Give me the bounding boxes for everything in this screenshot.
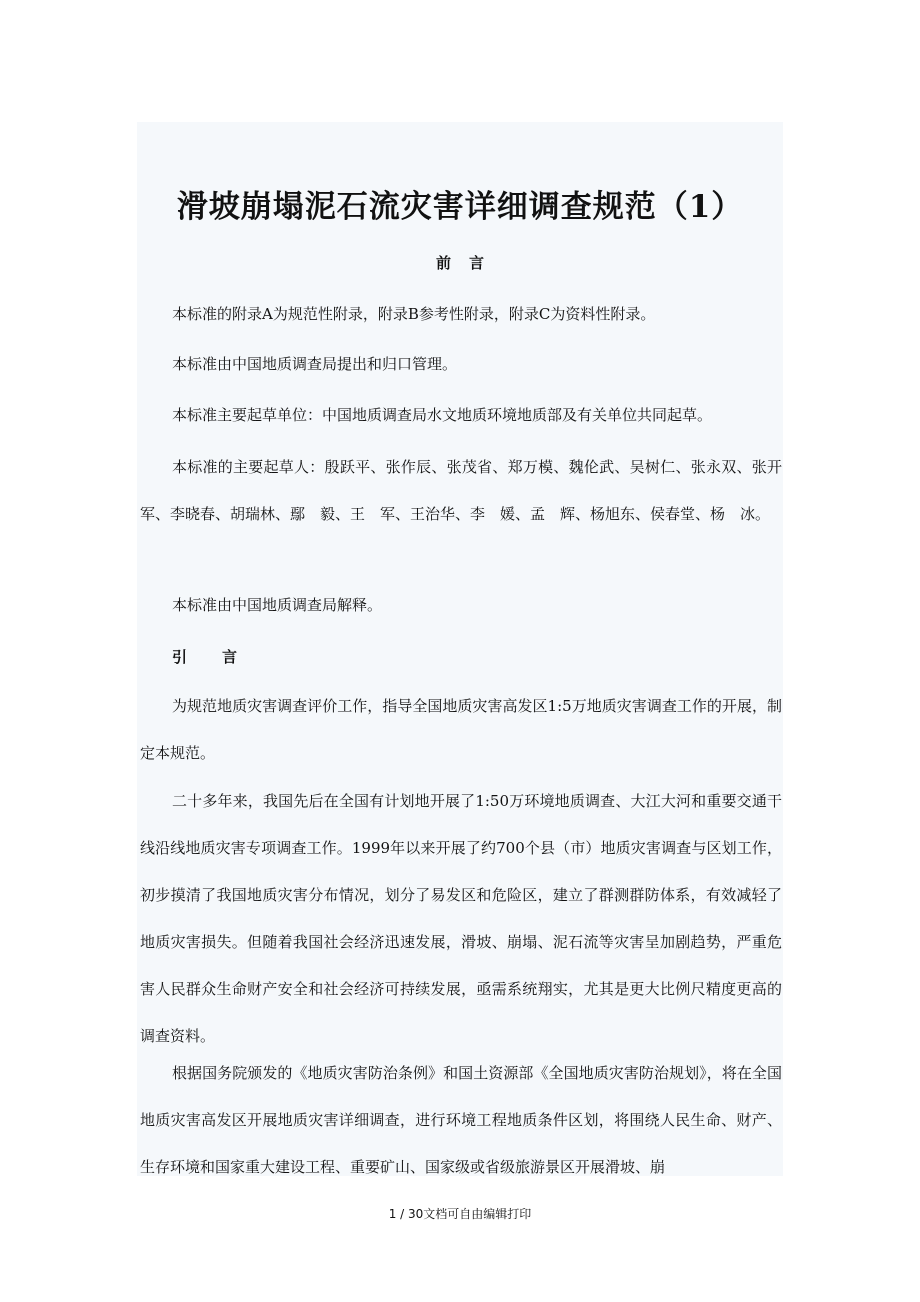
intro-paragraph: 二十多年来，我国先后在全国有计划地开展了1:50万环境地质调查、大江大河和重要交通干线沿线地质灾害专项调查工作。1999年以来开展了约700个县（市）地质灾害调查与区划工作，初步摸清了我国地质灾害分布情况，划分了易发区和危险区，建立了群测群防体系，有效减轻了地质灾害损失。但随着我国社会经济迅速发展，滑坡、崩塌、泥石流等灾害呈加剧趋势，严重危害人民群众生命财产安全和社会经济可持续发展，亟需系统翔实，尤其是更大比例尺精度更高的调查资料。 bbox=[140, 792, 782, 1045]
intro-paragraph: 根据国务院颁发的《地质灾害防治条例》和国土资源部《全国地质灾害防治规划》，将在全国地质灾害高发区开展地质灾害详细调查，进行环境工程地质条件区划，将围绕人民生命、财产、生存环境和国家重大建设工程、重要矿山、国家级或省级旅游景区开展滑坡、崩 bbox=[140, 1064, 782, 1176]
foreword-paragraph: 本标准主要起草单位：中国地质调查局水文地质环境地质部及有关单位共同起草。 bbox=[172, 406, 713, 424]
foreword-paragraph: 本标准由中国地质调查局提出和归口管理。 bbox=[172, 355, 458, 373]
page-footer: 1 / 30文档可自由编辑打印 bbox=[388, 1207, 532, 1221]
foreword-heading: 前言 bbox=[435, 254, 502, 272]
foreword-paragraph: 本标准的主要起草人：殷跃平、张作辰、张茂省、郑万模、魏伦武、吴树仁、张永双、张开军、李晓春、胡瑞林、鄢 毅、王 军、王治华、李 媛、孟 辉、杨旭东、侯春堂、杨 冰。 bbox=[140, 458, 782, 523]
foreword-paragraph: 本标准由中国地质调查局解释。 bbox=[172, 596, 383, 614]
document-title: 滑坡崩塌泥石流灾害详细调查规范（1） bbox=[176, 189, 744, 225]
intro-heading: 引言 bbox=[172, 648, 273, 666]
foreword-paragraph: 本标准的附录A为规范性附录，附录B参考性附录，附录C为资料性附录。 bbox=[172, 305, 656, 323]
intro-paragraph: 为规范地质灾害调查评价工作，指导全国地质灾害高发区1:5万地质灾害调查工作的开展，制定本规范。 bbox=[140, 697, 782, 762]
